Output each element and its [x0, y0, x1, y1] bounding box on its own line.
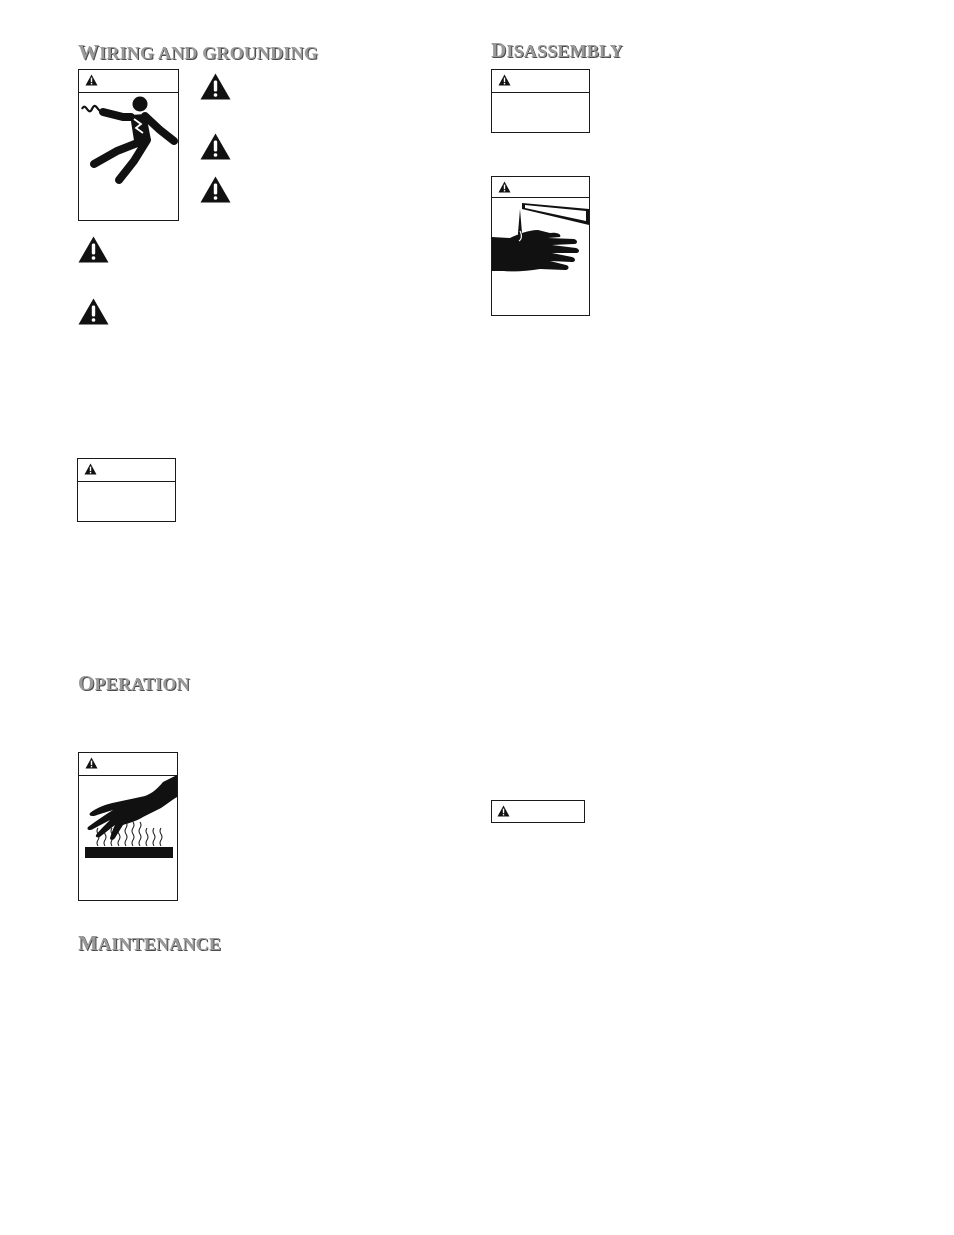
hot-surface-warning-box: [78, 752, 178, 901]
warning-triangle-icon: [85, 74, 98, 86]
chemical-hazard-hand-icon: [492, 197, 589, 315]
warning-triangle-icon: [200, 176, 231, 203]
section-heading-disassembly: DISASSEMBLY: [491, 38, 623, 62]
hot-surface-icon: [79, 775, 177, 900]
warning-triangle-icon: [78, 298, 109, 325]
section-heading-wiring-grounding: WIRING AND GROUNDING: [78, 40, 319, 64]
warning-triangle-icon: [200, 133, 231, 160]
warning-triangle-icon: [84, 463, 97, 475]
warning-triangle-icon: [498, 74, 511, 86]
caution-label-box: [491, 800, 585, 823]
warning-box: [491, 69, 590, 133]
section-heading-operation: OPERATION: [78, 671, 190, 695]
warning-box: [77, 458, 176, 522]
warning-label-bar: [79, 753, 177, 776]
warning-triangle-icon: [497, 805, 510, 817]
section-heading-maintenance: MAINTENANCE: [78, 931, 222, 955]
warning-triangle-icon: [85, 757, 98, 769]
electric-shock-icon: [79, 92, 178, 220]
electric-shock-warning-box: [78, 69, 179, 221]
warning-triangle-icon: [200, 73, 231, 100]
warning-triangle-icon: [498, 181, 511, 193]
warning-triangle-icon: [78, 236, 109, 263]
warning-label-bar: [79, 70, 178, 93]
chemical-hazard-warning-box: [491, 176, 590, 316]
warning-label-bar: [492, 70, 589, 93]
warning-label-bar: [492, 177, 589, 198]
warning-label-bar: [78, 459, 175, 482]
